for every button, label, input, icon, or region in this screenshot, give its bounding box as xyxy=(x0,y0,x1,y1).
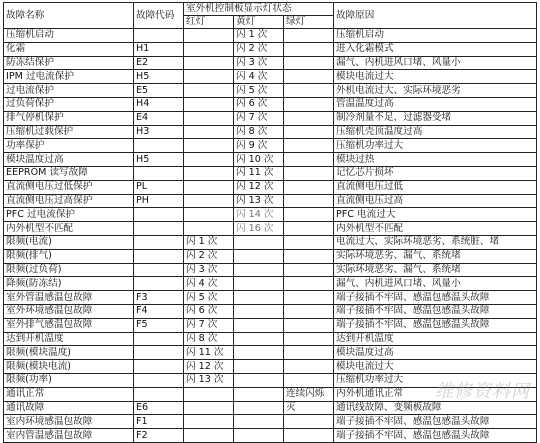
fault-code-cell: H1 xyxy=(134,42,184,56)
fault-cause-cell: 端子接插不牢固、感温包感温头故障 xyxy=(334,429,537,443)
green-led-cell xyxy=(284,29,334,43)
fault-cause-cell: 模块电流过大 xyxy=(334,70,537,84)
fault-name-cell: 过电流保护 xyxy=(4,84,134,98)
red-led-cell xyxy=(184,401,234,415)
green-led-cell xyxy=(284,318,334,332)
red-led-cell: 闪 11 次 xyxy=(184,346,234,360)
fault-name-cell: 室外管温感温包故障 xyxy=(4,291,134,305)
red-led-cell xyxy=(184,56,234,70)
fault-code-cell xyxy=(134,387,184,401)
yellow-led-cell: 闪 16 次 xyxy=(234,222,284,236)
fault-cause-cell: 管温温度过高 xyxy=(334,97,537,111)
fault-name-cell: IPM 过电流保护 xyxy=(4,70,134,84)
green-led-cell xyxy=(284,304,334,318)
fault-cause-cell: 端子接插不牢固、感温包感温头故障 xyxy=(334,291,537,305)
fault-code-cell: F4 xyxy=(134,304,184,318)
green-led-cell xyxy=(284,277,334,291)
header-yellow-led: 黄灯 xyxy=(234,16,284,29)
red-led-cell xyxy=(184,84,234,98)
green-led-cell xyxy=(284,263,334,277)
yellow-led-cell: 闪 7 次 xyxy=(234,111,284,125)
red-led-cell xyxy=(184,97,234,111)
yellow-led-cell xyxy=(234,304,284,318)
red-led-cell: 闪 8 次 xyxy=(184,332,234,346)
header-fault-cause: 故障原因 xyxy=(334,3,537,29)
red-led-cell xyxy=(184,70,234,84)
yellow-led-cell xyxy=(234,346,284,360)
fault-cause-cell: 端子接插不牢固、感温包感温头故障 xyxy=(334,304,537,318)
yellow-led-cell: 闪 4 次 xyxy=(234,70,284,84)
table-row xyxy=(4,139,537,153)
fault-cause-cell: 漏气、内机进风口堵、风量小 xyxy=(334,277,537,291)
green-led-cell xyxy=(284,235,334,249)
fault-name-cell: 室外环境感温包故障 xyxy=(4,304,134,318)
red-led-cell: 闪 13 次 xyxy=(184,373,234,387)
fault-cause-cell: 进入化霜模式 xyxy=(334,42,537,56)
fault-code-cell: F3 xyxy=(134,291,184,305)
green-led-cell xyxy=(284,153,334,167)
fault-cause-cell: 模块过热 xyxy=(334,153,537,167)
fault-name-cell: 排气停机保护 xyxy=(4,111,134,125)
fault-code-cell xyxy=(134,263,184,277)
red-led-cell xyxy=(184,111,234,125)
fault-name-cell: 限频(排气) xyxy=(4,249,134,263)
red-led-cell xyxy=(184,222,234,236)
table-row xyxy=(4,429,537,443)
fault-cause-cell: 实际环境恶劣、漏气、系统堵 xyxy=(334,249,537,263)
fault-code-cell: PH xyxy=(134,194,184,208)
green-led-cell xyxy=(284,166,334,180)
table-row xyxy=(4,97,537,111)
fault-name-cell: 化霜 xyxy=(4,42,134,56)
green-led-cell xyxy=(284,249,334,263)
fault-name-cell: 过负荷保护 xyxy=(4,97,134,111)
table-row xyxy=(4,125,537,139)
green-led-cell: 连续闪烁 xyxy=(284,387,334,401)
fault-cause-cell: 电流过大、实际环境恶劣、系统脏、堵 xyxy=(334,235,537,249)
table-row xyxy=(4,249,537,263)
table-row xyxy=(4,304,537,318)
yellow-led-cell: 闪 3 次 xyxy=(234,56,284,70)
yellow-led-cell: 闪 11 次 xyxy=(234,166,284,180)
green-led-cell xyxy=(284,208,334,222)
fault-cause-cell: 压缩机功率过大 xyxy=(334,373,537,387)
fault-code-cell: F5 xyxy=(134,318,184,332)
fault-name-cell: 室内环境感温包故障 xyxy=(4,415,134,429)
red-led-cell: 闪 4 次 xyxy=(184,277,234,291)
fault-cause-cell: 记忆芯片损坏 xyxy=(334,166,537,180)
fault-name-cell: 降频(防冻结) xyxy=(4,277,134,291)
fault-name-cell: 直流侧电压过低保护 xyxy=(4,180,134,194)
fault-cause-cell: 内外机型不匹配 xyxy=(334,222,537,236)
header-row-1 xyxy=(4,3,537,16)
green-led-cell xyxy=(284,180,334,194)
fault-name-cell: 限频(电流) xyxy=(4,235,134,249)
red-led-cell xyxy=(184,429,234,443)
fault-code-cell xyxy=(134,373,184,387)
table-row xyxy=(4,277,537,291)
green-led-cell xyxy=(284,373,334,387)
red-led-cell: 闪 7 次 xyxy=(184,318,234,332)
yellow-led-cell xyxy=(234,373,284,387)
green-led-cell xyxy=(284,415,334,429)
red-led-cell xyxy=(184,208,234,222)
red-led-cell xyxy=(184,42,234,56)
header-green-led: 绿灯 xyxy=(284,16,334,29)
yellow-led-cell: 闪 13 次 xyxy=(234,194,284,208)
fault-code-cell xyxy=(134,29,184,43)
fault-code-cell: PL xyxy=(134,180,184,194)
red-led-cell xyxy=(184,415,234,429)
fault-code-cell xyxy=(134,208,184,222)
fault-cause-cell: 通讯线故障、变频板故障 xyxy=(334,401,537,415)
table-row xyxy=(4,415,537,429)
table-row xyxy=(4,222,537,236)
fault-code-cell xyxy=(134,166,184,180)
green-led-cell xyxy=(284,84,334,98)
table-row xyxy=(4,360,537,374)
fault-name-cell: 压缩机启动 xyxy=(4,29,134,43)
fault-code-cell: E6 xyxy=(134,401,184,415)
red-led-cell xyxy=(184,29,234,43)
yellow-led-cell xyxy=(234,332,284,346)
header-fault-name: 故障名称 xyxy=(4,3,134,29)
fault-code-cell: F1 xyxy=(134,415,184,429)
fault-code-cell xyxy=(134,277,184,291)
fault-code-cell: E2 xyxy=(134,56,184,70)
fault-name-cell: 达到开机温度 xyxy=(4,332,134,346)
yellow-led-cell: 闪 12 次 xyxy=(234,180,284,194)
red-led-cell xyxy=(184,125,234,139)
fault-name-cell: 直流侧电压过高保护 xyxy=(4,194,134,208)
fault-code-cell: H4 xyxy=(134,97,184,111)
fault-cause-cell: 端子接插不牢固、感温包感温头故障 xyxy=(334,318,537,332)
table-row xyxy=(4,42,537,56)
fault-code-cell xyxy=(134,346,184,360)
table-row xyxy=(4,153,537,167)
watermark: 维修资料网 xyxy=(435,381,530,402)
fault-cause-cell: 漏气、内机进风口堵、风量小 xyxy=(334,56,537,70)
table-row xyxy=(4,166,537,180)
header-led-status: 室外机控制板显示灯状态 xyxy=(184,3,334,16)
red-led-cell xyxy=(184,194,234,208)
table-row xyxy=(4,111,537,125)
fault-name-cell: 模块温度过高 xyxy=(4,153,134,167)
yellow-led-cell: 闪 8 次 xyxy=(234,125,284,139)
fault-cause-cell: 压缩机壳顶温度过高 xyxy=(334,125,537,139)
yellow-led-cell: 闪 5 次 xyxy=(234,84,284,98)
header-fault-code: 故障代码 xyxy=(134,3,184,29)
fault-cause-cell: 内外机通讯正常 xyxy=(334,387,537,401)
fault-name-cell: EEPROM 读写故障 xyxy=(4,166,134,180)
yellow-led-cell xyxy=(234,263,284,277)
fault-code-cell: H5 xyxy=(134,70,184,84)
green-led-cell xyxy=(284,194,334,208)
yellow-led-cell: 闪 1 次 xyxy=(234,29,284,43)
table-row xyxy=(4,84,537,98)
table-row xyxy=(4,401,537,415)
green-led-cell xyxy=(284,429,334,443)
fault-code-cell: E5 xyxy=(134,84,184,98)
yellow-led-cell: 闪 6 次 xyxy=(234,97,284,111)
fault-name-cell: 内外机型不匹配 xyxy=(4,222,134,236)
green-led-cell xyxy=(284,42,334,56)
yellow-led-cell xyxy=(234,429,284,443)
fault-name-cell: 限频(功率) xyxy=(4,373,134,387)
fault-code-cell: E4 xyxy=(134,111,184,125)
red-led-cell: 闪 2 次 xyxy=(184,249,234,263)
fault-name-cell: PFC 过电流保护 xyxy=(4,208,134,222)
green-led-cell xyxy=(284,111,334,125)
fault-code-cell xyxy=(134,139,184,153)
red-led-cell: 闪 6 次 xyxy=(184,304,234,318)
fault-cause-cell: 达到开机温度 xyxy=(334,332,537,346)
fault-cause-cell: 压缩机功率过大 xyxy=(334,139,537,153)
fault-cause-cell: 直流侧电压过低 xyxy=(334,180,537,194)
fault-name-cell: 通讯正常 xyxy=(4,387,134,401)
fault-code-table-container xyxy=(3,2,536,441)
fault-code-cell xyxy=(134,360,184,374)
fault-code-cell xyxy=(134,332,184,346)
red-led-cell xyxy=(184,153,234,167)
green-led-cell xyxy=(284,222,334,236)
green-led-cell xyxy=(284,291,334,305)
fault-cause-cell: 实际环境恶劣、漏气、系统堵 xyxy=(334,263,537,277)
yellow-led-cell xyxy=(234,277,284,291)
green-led-cell xyxy=(284,70,334,84)
yellow-led-cell xyxy=(234,360,284,374)
fault-name-cell: 室外排气感温包故障 xyxy=(4,318,134,332)
table-row xyxy=(4,346,537,360)
table-row xyxy=(4,291,537,305)
green-led-cell xyxy=(284,56,334,70)
table-row xyxy=(4,194,537,208)
fault-code-cell xyxy=(134,235,184,249)
yellow-led-cell xyxy=(234,249,284,263)
red-led-cell: 闪 3 次 xyxy=(184,263,234,277)
fault-cause-cell: 压缩机启动 xyxy=(334,29,537,43)
red-led-cell xyxy=(184,387,234,401)
green-led-cell xyxy=(284,125,334,139)
table-row xyxy=(4,263,537,277)
fault-code-cell: H5 xyxy=(134,153,184,167)
fault-name-cell: 限频(模块电流) xyxy=(4,360,134,374)
yellow-led-cell xyxy=(234,401,284,415)
fault-cause-cell: 模块电流过大 xyxy=(334,360,537,374)
red-led-cell: 闪 5 次 xyxy=(184,291,234,305)
green-led-cell xyxy=(284,97,334,111)
fault-name-cell: 限频(模块温度) xyxy=(4,346,134,360)
red-led-cell xyxy=(184,139,234,153)
yellow-led-cell xyxy=(234,291,284,305)
yellow-led-cell: 闪 10 次 xyxy=(234,153,284,167)
fault-cause-cell: PFC 电流过大 xyxy=(334,208,537,222)
green-led-cell: 灭 xyxy=(284,401,334,415)
fault-name-cell: 限频(过负荷) xyxy=(4,263,134,277)
fault-name-cell: 防冻结保护 xyxy=(4,56,134,70)
green-led-cell xyxy=(284,346,334,360)
fault-cause-cell: 直流侧电压过高 xyxy=(334,194,537,208)
yellow-led-cell: 闪 14 次 xyxy=(234,208,284,222)
fault-code-cell xyxy=(134,249,184,263)
yellow-led-cell xyxy=(234,318,284,332)
table-row xyxy=(4,318,537,332)
fault-code-cell: F2 xyxy=(134,429,184,443)
red-led-cell xyxy=(184,180,234,194)
fault-code-cell xyxy=(134,222,184,236)
yellow-led-cell xyxy=(234,415,284,429)
red-led-cell: 闪 12 次 xyxy=(184,360,234,374)
table-row xyxy=(4,56,537,70)
table-row xyxy=(4,332,537,346)
yellow-led-cell xyxy=(234,235,284,249)
fault-cause-cell: 制冷剂量不足、过滤器受堵 xyxy=(334,111,537,125)
yellow-led-cell xyxy=(234,387,284,401)
fault-name-cell: 功率保护 xyxy=(4,139,134,153)
table-row xyxy=(4,180,537,194)
fault-cause-cell: 模块温度过高 xyxy=(334,346,537,360)
fault-name-cell: 室内管温感温包故障 xyxy=(4,429,134,443)
green-led-cell xyxy=(284,139,334,153)
table-row xyxy=(4,70,537,84)
fault-cause-cell: 外机电流过大、实际环境恶劣 xyxy=(334,84,537,98)
header-red-led: 红灯 xyxy=(184,16,234,29)
table-row xyxy=(4,208,537,222)
green-led-cell xyxy=(284,332,334,346)
fault-cause-cell: 端子接插不牢固、感温包感温头故障 xyxy=(334,415,537,429)
table-row xyxy=(4,235,537,249)
fault-name-cell: 通讯故障 xyxy=(4,401,134,415)
fault-code-cell: H3 xyxy=(134,125,184,139)
fault-name-cell: 压缩机过载保护 xyxy=(4,125,134,139)
red-led-cell: 闪 1 次 xyxy=(184,235,234,249)
yellow-led-cell: 闪 2 次 xyxy=(234,42,284,56)
table-row xyxy=(4,29,537,43)
green-led-cell xyxy=(284,360,334,374)
yellow-led-cell: 闪 9 次 xyxy=(234,139,284,153)
red-led-cell xyxy=(184,166,234,180)
